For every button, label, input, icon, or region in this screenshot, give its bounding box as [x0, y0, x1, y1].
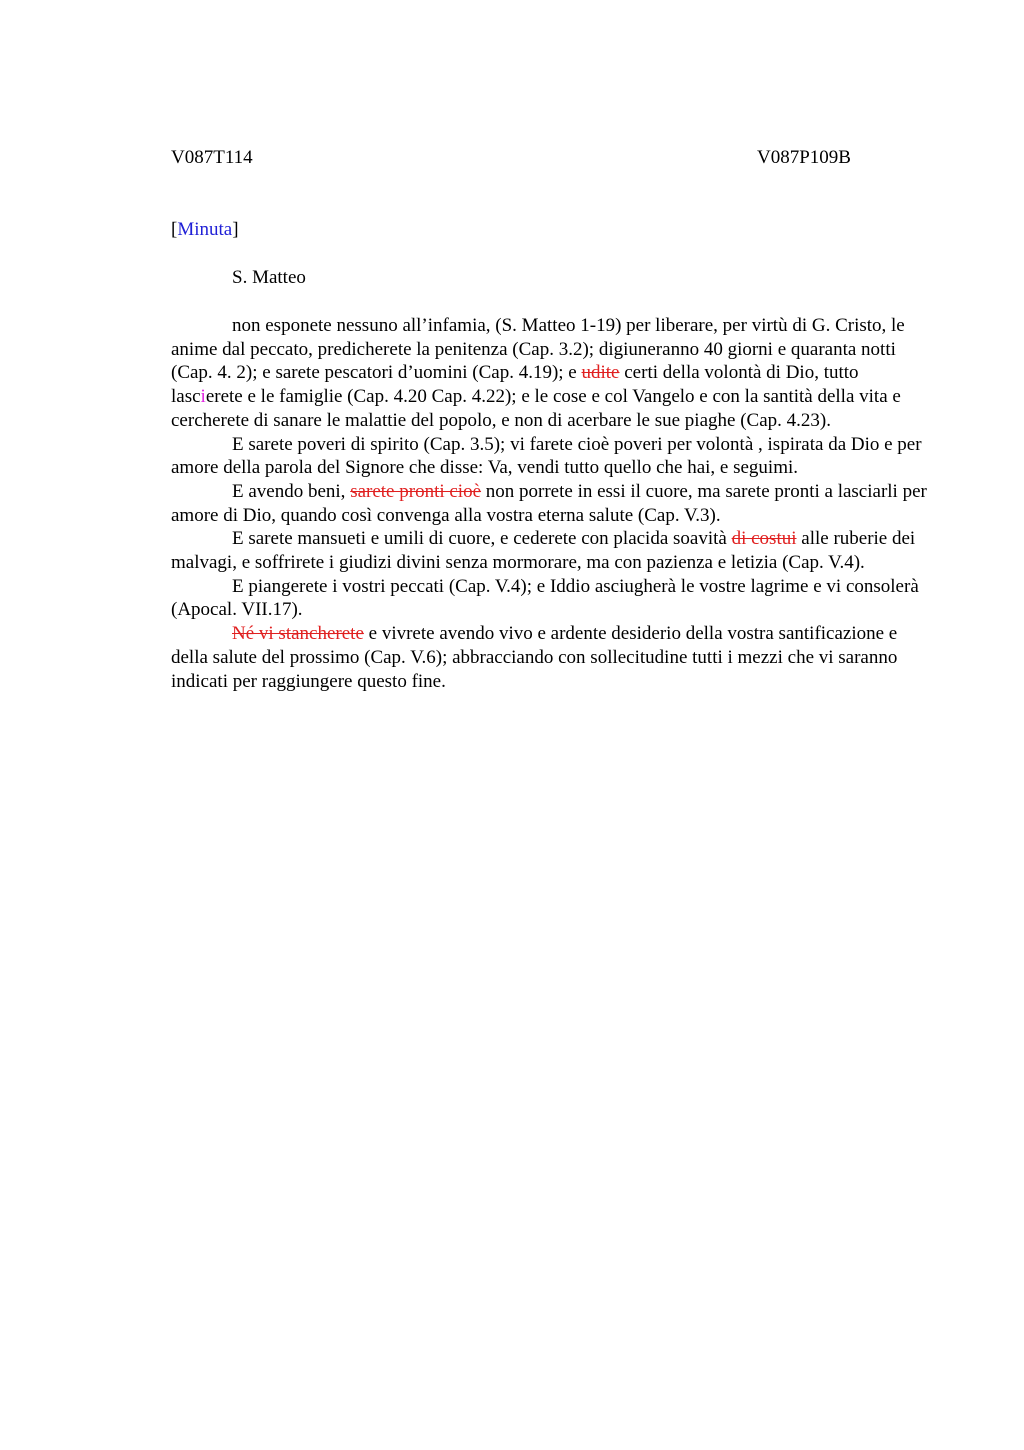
deleted-text-udite: udite [581, 362, 620, 384]
paragraph-1-text-a: non esponete nessuno all’infamia, (S. Matteo 1-19) per liberare, per virtù di G. Cristo, le anime dal peccato, predicherete la penitenza (Cap. 3.2); digiuneranno 40 giorni e quaranta notti (Cap. 4. 2); e sarete pescatori d’uomini (Cap. 4.19); e [171, 315, 905, 384]
document-header [171, 146, 927, 170]
deleted-text-sarete-pronti: sarete pronti cioè [350, 480, 482, 502]
paragraph-3-text-a: E avendo beni, [232, 480, 351, 502]
paragraph-3 [171, 480, 927, 527]
paragraph-5-text: E piangerete i vostri peccati (Cap. V.4); e Iddio asciugherà le vostre lagrime e vi consolerà (Apocal. VII.17). [171, 575, 919, 621]
paragraph-5 [171, 575, 927, 622]
paragraph-1-text-b: certi della volontà di Dio, tutto lasc [171, 362, 859, 408]
paragraph-2-text: E sarete poveri di spirito (Cap. 3.5); vi farete cioè poveri per volontà , ispirata da Dio e per amore della parola del Signore che disse: Va, vendi tutto quello che hai, e seguimi. [171, 433, 922, 479]
paragraph-6 [171, 622, 927, 693]
paragraph-4 [171, 527, 927, 574]
deleted-text-di-costui: di costui [731, 528, 797, 550]
inserted-letter-i: i [200, 386, 206, 408]
minuta-close-bracket: ] [232, 219, 239, 240]
paragraph-4-text-a: E sarete mansueti e umili di cuore, e cederete con placida soavità [232, 528, 732, 550]
minuta-word: Minuta [177, 219, 233, 240]
paragraph-1-text-c: erete e le famiglie (Cap. 4.20 Cap. 4.22); e le cose e col Vangelo e con la santità della vita e cercherete di sanare le malattie del popolo, e non di acerbare le sue piaghe (Cap. 4.23). [171, 386, 901, 431]
paragraph-3-text-b: non porrete in essi il cuore, ma sarete pronti a lasciarli per amore di Dio, quando così convenga alla vostra eterna salute (Cap. V.3). [171, 480, 927, 526]
paragraph-4-text-b: alle ruberie dei malvagi, e soffrirete i giudizi divini senza mormorare, ma con pazienza e letizia (Cap. V.4). [171, 528, 916, 574]
paragraph-2 [171, 433, 927, 480]
minuta-label [171, 218, 927, 242]
document-body [171, 314, 927, 693]
section-title: S. Matteo [232, 267, 306, 288]
deleted-text-ne-vi-stancherete: Né vi stancherete [232, 623, 364, 645]
document-code-left: V087T114 [171, 147, 253, 168]
paragraph-1 [171, 314, 927, 433]
paragraph-6-text: e vivrete avendo vivo e ardente desiderio della vostra santificazione e della salute del prossimo (Cap. V.6); abbracciando con sollecitudine tutti i mezzi che vi saranno indicati per raggiungere questo fine. [171, 623, 898, 692]
document-code-right: V087P109B [757, 147, 851, 168]
minuta-open-bracket: [ [171, 219, 178, 240]
document-page [171, 146, 927, 693]
